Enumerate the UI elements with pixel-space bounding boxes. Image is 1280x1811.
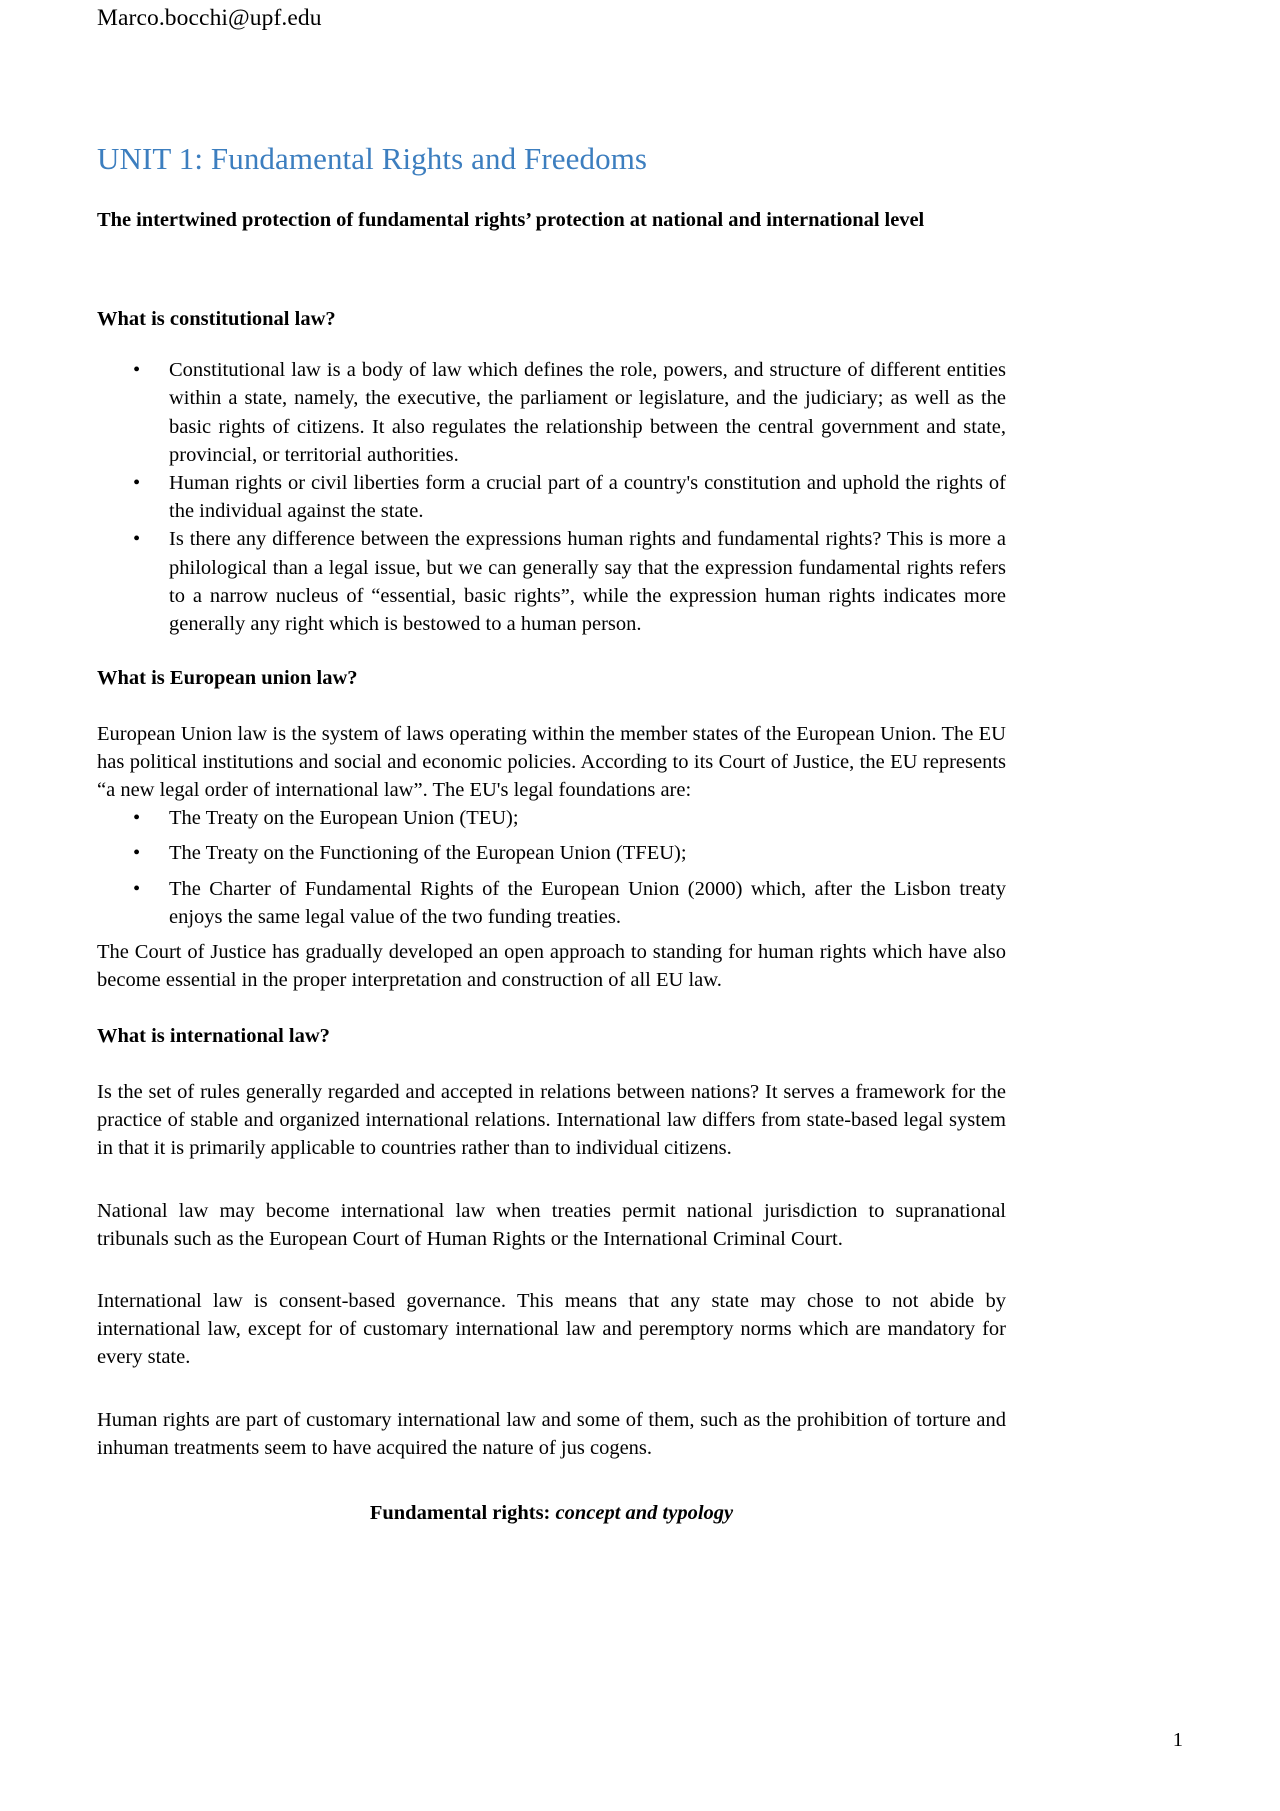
international-law-paragraph-3: International law is consent-based governance. This means that any state may chose to not abide by international law, except for of customary international law and peremptory norms which are mandatory for every state. xyxy=(97,1290,1006,1369)
international-law-paragraph-2: National law may become international law when treaties permit national jurisdiction to supranational tribunals such as the European Court of Human Rights or the International Criminal Court. xyxy=(97,1199,1006,1250)
constitutional-law-bullet-list xyxy=(97,332,1006,638)
list-item xyxy=(133,469,1006,525)
bullet-icon: • xyxy=(133,807,141,830)
page-content xyxy=(97,0,1006,1527)
list-item xyxy=(133,525,1006,638)
eu-law-closing-paragraph: The Court of Justice has gradually developed an open approach to standing for human rights which have also become essential in the proper interpretation and construction of all EU law. xyxy=(97,941,1006,992)
list-item-text: The Treaty on the European Union (TEU); xyxy=(169,807,519,830)
bullet-icon: • xyxy=(133,842,141,865)
fundamental-rights-heading xyxy=(97,1462,1006,1527)
list-item-text: Constitutional law is a body of law which defines the role, powers, and structure of different entities within a state, namely, the executive, the parliament or legislature, and the judiciary; as well as the basic rights of citizens. It also regulates the relationship between the central government and state, provincial, or territorial authorities. xyxy=(169,359,1006,466)
eu-law-intro-paragraph: European Union law is the system of laws operating within the member states of the European Union. The EU has political institutions and social and economic policies. According to its Court of Justice, the EU represents “a new legal order of international law”. The EU's legal foundations are: xyxy=(97,722,1006,802)
bullet-icon: • xyxy=(133,471,141,494)
list-item xyxy=(133,356,1006,469)
header-email: Marco.bocchi@upf.edu xyxy=(97,5,322,31)
bullet-icon: • xyxy=(133,528,141,551)
page-title: UNIT 1: Fundamental Rights and Freedoms xyxy=(97,141,648,177)
list-item xyxy=(133,839,1006,874)
eu-law-foundations-list xyxy=(97,804,1006,938)
document-subtitle: The intertwined protection of fundamental rights’ protection at national and international level xyxy=(97,208,925,231)
bullet-icon: • xyxy=(133,359,141,382)
section-heading-constitutional-law: What is constitutional law? xyxy=(97,307,336,330)
fundamental-rights-heading-bold: Fundamental rights: xyxy=(369,1501,551,1524)
international-law-paragraph-1: Is the set of rules generally regarded and accepted in relations between nations? It serves a framework for the practice of stable and organized international relations. International law differs from state-based legal system in that it is primarily applicable to countries rather than to individual citizens. xyxy=(97,1081,1006,1160)
fundamental-rights-heading-italic: concept and typology xyxy=(555,1501,734,1524)
section-heading-european-union-law: What is European union law? xyxy=(97,667,358,690)
page-number: 1 xyxy=(1172,1729,1183,1752)
list-item-text: Human rights or civil liberties form a crucial part of a country's constitution and uphold the rights of the individual against the state. xyxy=(169,471,1006,523)
list-item-text: The Treaty on the Functioning of the European Union (TFEU); xyxy=(169,842,687,865)
bullet-icon: • xyxy=(133,877,141,900)
list-item-text: Is there any difference between the expressions human rights and fundamental rights? This is more a philological than a legal issue, but we can generally say that the expression fundamental rights refers to a narrow nucleus of “essential, basic rights”, while the expression human rights indicates more generally any right which is bestowed to a human person. xyxy=(169,528,1006,635)
list-item xyxy=(133,875,1006,938)
section-heading-international-law: What is international law? xyxy=(97,1025,330,1048)
list-item-text: The Charter of Fundamental Rights of the European Union (2000) which, after the Lisbon treaty enjoys the same legal value of the two funding treaties. xyxy=(169,877,1006,928)
list-item xyxy=(133,804,1006,839)
international-law-paragraph-4: Human rights are part of customary international law and some of them, such as the prohibition of torture and inhuman treatments seem to have acquired the nature of jus cogens. xyxy=(97,1408,1006,1459)
